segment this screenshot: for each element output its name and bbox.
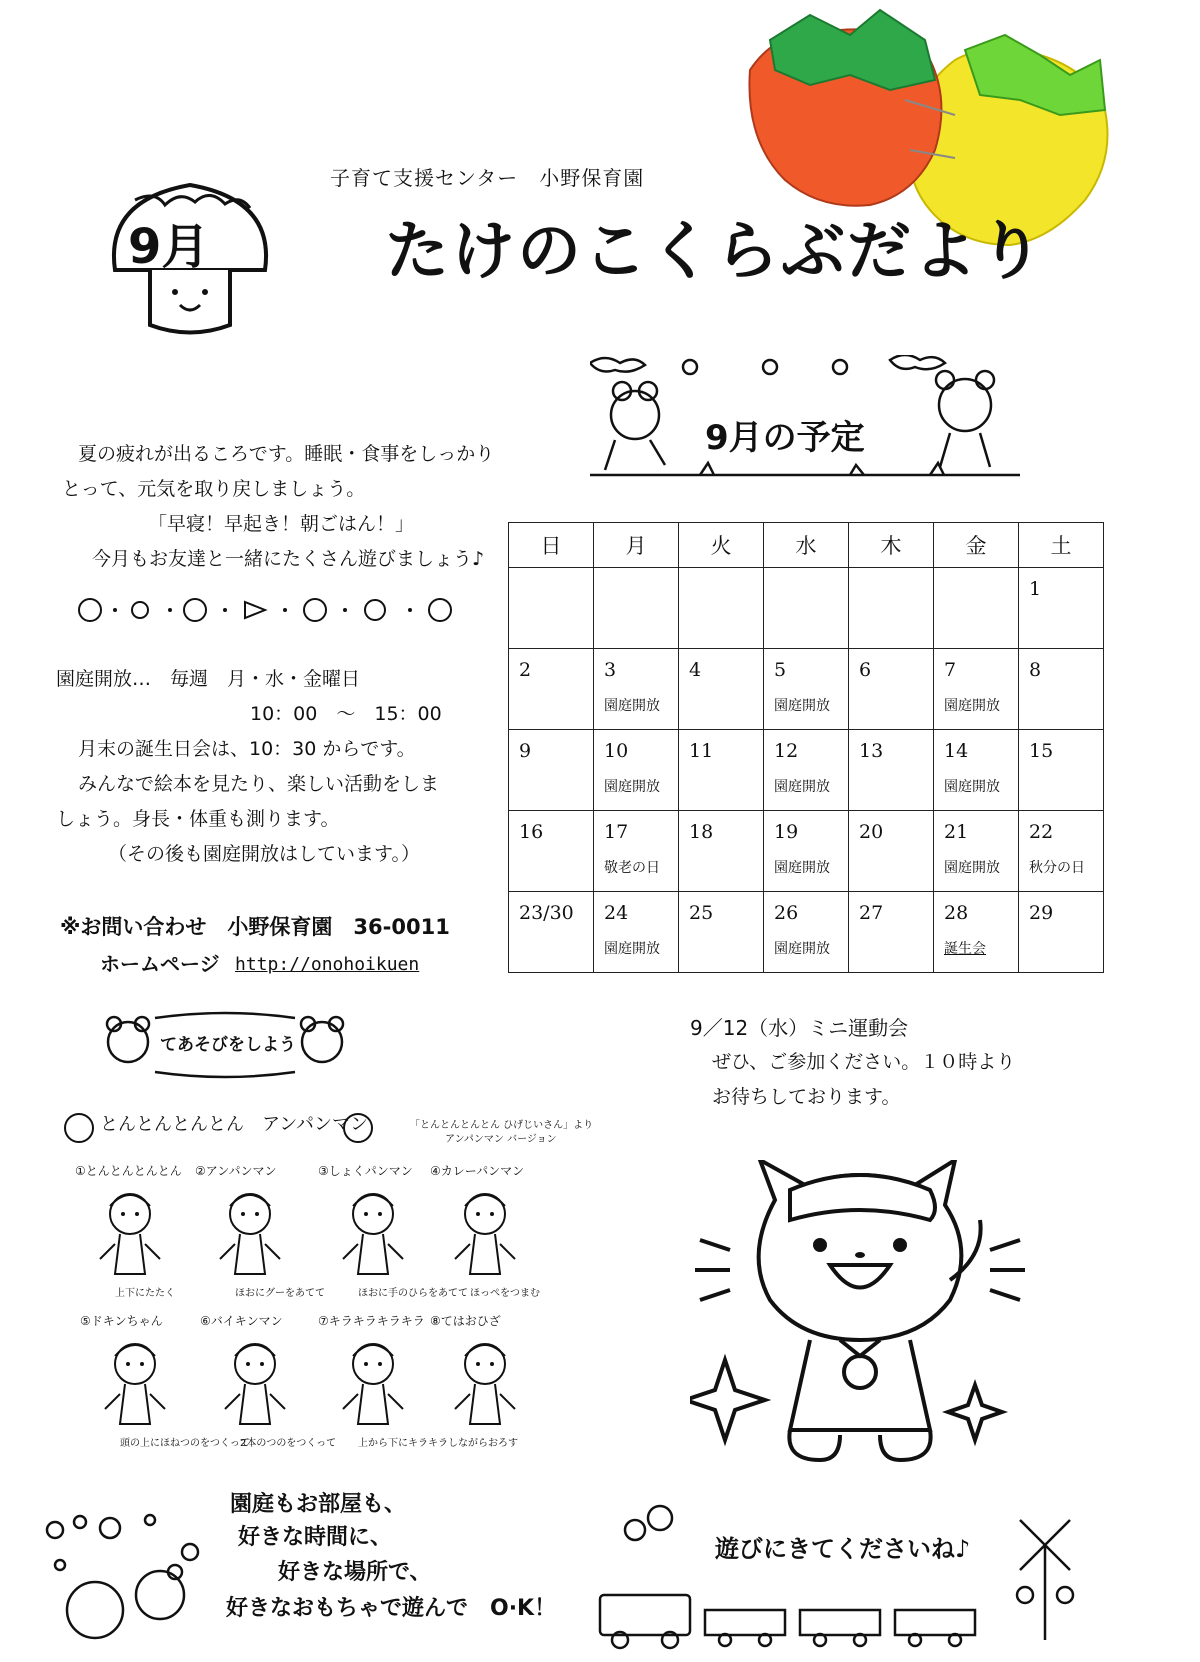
song-source-note: 「とんとんとんとん ひげじいさん」より bbox=[410, 1120, 594, 1131]
calendar-day-cell bbox=[594, 568, 679, 649]
calendar-day-event: 園庭開放 bbox=[774, 941, 830, 957]
calendar-week-row bbox=[509, 730, 1104, 811]
calendar-day-cell bbox=[509, 811, 594, 892]
play-step-label: ⑦キラキラキラキラ bbox=[318, 1314, 425, 1328]
calendar-day-cell bbox=[764, 730, 849, 811]
calendar-day-cell bbox=[679, 568, 764, 649]
calendar-day-cell bbox=[679, 730, 764, 811]
weekday-header: 木 bbox=[849, 523, 934, 568]
weekday-header: 土 bbox=[1019, 523, 1104, 568]
calendar-day-number: 10 bbox=[604, 740, 629, 762]
intro-line-3: 「早寝！早起き！朝ごはん！」 bbox=[148, 513, 415, 535]
calendar-day-number: 4 bbox=[689, 659, 702, 681]
calendar-day-cell bbox=[594, 649, 679, 730]
calendar-day-event: 園庭開放 bbox=[944, 779, 1000, 795]
weekday-header: 日 bbox=[509, 523, 594, 568]
month-badge-label: 9月 bbox=[128, 219, 210, 275]
homepage-label: ホームページ bbox=[100, 952, 220, 976]
calendar-day-cell bbox=[764, 649, 849, 730]
calendar-day-cell bbox=[764, 892, 849, 973]
calendar-day-event: 園庭開放 bbox=[604, 698, 660, 714]
calendar-day-event: 園庭開放 bbox=[604, 941, 660, 957]
calendar-day-number: 2 bbox=[519, 659, 532, 681]
train-illustration bbox=[595, 1500, 1095, 1650]
calendar-day-cell bbox=[849, 811, 934, 892]
calendar-day-number: 28 bbox=[944, 902, 969, 924]
calendar-day-cell bbox=[679, 649, 764, 730]
calendar-day-event: 園庭開放 bbox=[604, 779, 660, 795]
calendar-day-number: 11 bbox=[689, 740, 714, 762]
calendar-day-cell bbox=[849, 649, 934, 730]
calendar-day-event: 秋分の日 bbox=[1029, 860, 1085, 876]
play-step-label: ③しょくパンマン bbox=[318, 1164, 413, 1178]
calendar-day-number: 18 bbox=[689, 821, 714, 843]
weekday-header: 月 bbox=[594, 523, 679, 568]
calendar-day-number: 1 bbox=[1029, 578, 1042, 600]
calendar-day-cell bbox=[509, 649, 594, 730]
child-gesture-figure bbox=[328, 1184, 418, 1294]
intro-line-2: とって、元気を取り戻しましょう。 bbox=[62, 478, 366, 500]
calendar-day-cell bbox=[1019, 892, 1104, 973]
calendar-day-cell bbox=[934, 811, 1019, 892]
garden-line-4: みんなで絵本を見たり、楽しい活動をしま bbox=[78, 773, 440, 795]
calendar-day-number: 7 bbox=[944, 659, 957, 681]
calendar-day-number: 22 bbox=[1029, 821, 1054, 843]
play-step-caption: 上から下にキラキラしながらおろす bbox=[358, 1438, 518, 1449]
anpanman-icon bbox=[343, 1113, 373, 1143]
train-banner-label: 遊びにきてくださいね♪ bbox=[715, 1535, 971, 1563]
calendar-day-number: 21 bbox=[944, 821, 969, 843]
play-step-caption: ほおにグーをあてて bbox=[235, 1288, 325, 1299]
calendar-day-number: 26 bbox=[774, 902, 799, 924]
calendar-day-cell bbox=[849, 892, 934, 973]
garden-line-6: （その後も園庭開放はしています。） bbox=[108, 843, 420, 865]
closing-line-2: 好きな時間に、 bbox=[238, 1525, 393, 1550]
calendar-day-cell bbox=[934, 649, 1019, 730]
intro-line-1: 夏の疲れが出るころです。睡眠・食事をしっかり bbox=[78, 443, 495, 465]
calendar-day-number: 25 bbox=[689, 902, 714, 924]
org-name: 子育て支援センター 小野保育園 bbox=[330, 166, 645, 190]
weekday-header: 金 bbox=[934, 523, 1019, 568]
calendar-day-number: 9 bbox=[519, 740, 532, 762]
closing-line-3: 好きな場所で、 bbox=[278, 1560, 432, 1585]
calendar-day-number: 29 bbox=[1029, 902, 1054, 924]
play-step-label: ⑥バイキンマン bbox=[200, 1314, 283, 1328]
garden-open-hours: 10：00 ～ 15：00 bbox=[250, 703, 442, 725]
calendar-day-number: 24 bbox=[604, 902, 629, 924]
calendar-day-cell bbox=[934, 892, 1019, 973]
child-gesture-figure bbox=[440, 1334, 530, 1444]
calendar-day-cell bbox=[1019, 568, 1104, 649]
calendar-day-number: 27 bbox=[859, 902, 884, 924]
calendar-day-event: 敬老の日 bbox=[604, 860, 660, 876]
intro-line-4: 今月もお友達と一緒にたくさん遊びましょう♪ bbox=[92, 548, 485, 570]
play-step-caption: ほっぺをつまむ bbox=[470, 1288, 540, 1299]
calendar-day-number: 19 bbox=[774, 821, 799, 843]
cat-with-medal-illustration bbox=[690, 1160, 1030, 1480]
calendar-day-number: 3 bbox=[604, 659, 617, 681]
contact-info: ※お問い合わせ 小野保育園 36-0011 bbox=[60, 915, 450, 939]
calendar-day-cell bbox=[764, 811, 849, 892]
play-step-caption: 2本のつのをつくって bbox=[240, 1438, 337, 1449]
calendar-day-number: 6 bbox=[859, 659, 872, 681]
play-step-label: ②アンパンマン bbox=[195, 1164, 277, 1178]
calendar-day-number: 12 bbox=[774, 740, 799, 762]
event-line-1: ぜひ、ご参加ください。１０時より bbox=[712, 1051, 1016, 1073]
homepage-link[interactable]: http://onohoikuen bbox=[235, 954, 420, 975]
calendar-day-cell bbox=[509, 730, 594, 811]
closing-line-4: 好きなおもちゃで遊んで O·K！ bbox=[226, 1596, 557, 1621]
calendar-day-cell bbox=[849, 730, 934, 811]
calendar-day-cell bbox=[509, 568, 594, 649]
play-step-label: ⑧てはおひざ bbox=[430, 1314, 501, 1328]
calendar-day-event: 誕生会 bbox=[944, 941, 986, 957]
calendar-day-cell bbox=[1019, 649, 1104, 730]
calendar-day-cell bbox=[1019, 730, 1104, 811]
garden-birthday-line: 月末の誕生日会は、10：30 からです。 bbox=[78, 738, 416, 760]
calendar-day-event: 園庭開放 bbox=[774, 698, 830, 714]
calendar-day-cell bbox=[764, 568, 849, 649]
calendar-day-cell bbox=[849, 568, 934, 649]
play-step-label: ④カレーパンマン bbox=[430, 1164, 525, 1178]
calendar-day-event: 園庭開放 bbox=[944, 860, 1000, 876]
weekday-header: 水 bbox=[764, 523, 849, 568]
calendar-day-event: 園庭開放 bbox=[944, 698, 1000, 714]
play-step-label: ①とんとんとんとん bbox=[75, 1164, 182, 1178]
song-title: とんとんとんとん アンパンマン bbox=[100, 1114, 369, 1135]
child-gesture-figure bbox=[205, 1184, 295, 1294]
calendar-week-row bbox=[509, 568, 1104, 649]
song-source-note-2: アンパンマン バージョン bbox=[445, 1134, 557, 1145]
calendar-week-row bbox=[509, 649, 1104, 730]
play-step-label: ⑤ドキンちゃん bbox=[80, 1314, 163, 1328]
child-gesture-figure bbox=[210, 1334, 300, 1444]
calendar-day-event: 園庭開放 bbox=[774, 860, 830, 876]
calendar-weekday-row bbox=[509, 523, 1104, 568]
schedule-title: 9月の予定 bbox=[705, 418, 865, 458]
calendar-day-number: 23/30 bbox=[519, 902, 574, 924]
garden-open-line-1: 園庭開放… 毎週 月・水・金曜日 bbox=[56, 668, 361, 690]
garden-line-5: しょう。身長・体重も測ります。 bbox=[56, 808, 340, 830]
calendar-day-number: 14 bbox=[944, 740, 969, 762]
calendar-day-number: 15 bbox=[1029, 740, 1054, 762]
calendar-day-cell bbox=[934, 568, 1019, 649]
newsletter-title: たけのこくらぶだより bbox=[385, 215, 1045, 289]
calendar-day-number: 8 bbox=[1029, 659, 1042, 681]
calendar-day-number: 17 bbox=[604, 821, 629, 843]
calendar-day-cell bbox=[594, 730, 679, 811]
calendar-day-cell bbox=[679, 892, 764, 973]
september-calendar bbox=[508, 522, 1104, 973]
child-gesture-figure bbox=[85, 1184, 175, 1294]
bubbles-animals-illustration bbox=[40, 1510, 210, 1660]
play-step-caption: 頭の上にほねつのをつくって bbox=[120, 1438, 250, 1449]
calendar-day-cell bbox=[509, 892, 594, 973]
child-gesture-figure bbox=[328, 1334, 418, 1444]
calendar-day-event: 園庭開放 bbox=[774, 779, 830, 795]
calendar-day-cell bbox=[1019, 811, 1104, 892]
calendar-day-cell bbox=[594, 811, 679, 892]
calendar-day-number: 16 bbox=[519, 821, 544, 843]
animal-dingbats-divider bbox=[70, 592, 470, 628]
child-gesture-figure bbox=[440, 1184, 530, 1294]
closing-line-1: 園庭もお部屋も、 bbox=[230, 1492, 407, 1517]
event-title: 9／12（水）ミニ運動会 bbox=[690, 1016, 909, 1040]
weekday-header: 火 bbox=[679, 523, 764, 568]
calendar-day-number: 13 bbox=[859, 740, 884, 762]
calendar-day-cell bbox=[594, 892, 679, 973]
play-step-caption: 上下にたたく bbox=[115, 1288, 175, 1299]
child-gesture-figure bbox=[90, 1334, 180, 1444]
calendar-day-number: 20 bbox=[859, 821, 884, 843]
calendar-day-number: 5 bbox=[774, 659, 787, 681]
calendar-day-cell bbox=[679, 811, 764, 892]
play-step-caption: ほおに手のひらをあてて bbox=[358, 1288, 468, 1299]
event-line-2: お待ちしております。 bbox=[712, 1086, 901, 1108]
calendar-week-row bbox=[509, 892, 1104, 973]
calendar-week-row bbox=[509, 811, 1104, 892]
teasobi-banner-label: てあそびをしよう bbox=[160, 1035, 296, 1055]
calendar-day-cell bbox=[934, 730, 1019, 811]
anpanman-icon bbox=[64, 1113, 94, 1143]
